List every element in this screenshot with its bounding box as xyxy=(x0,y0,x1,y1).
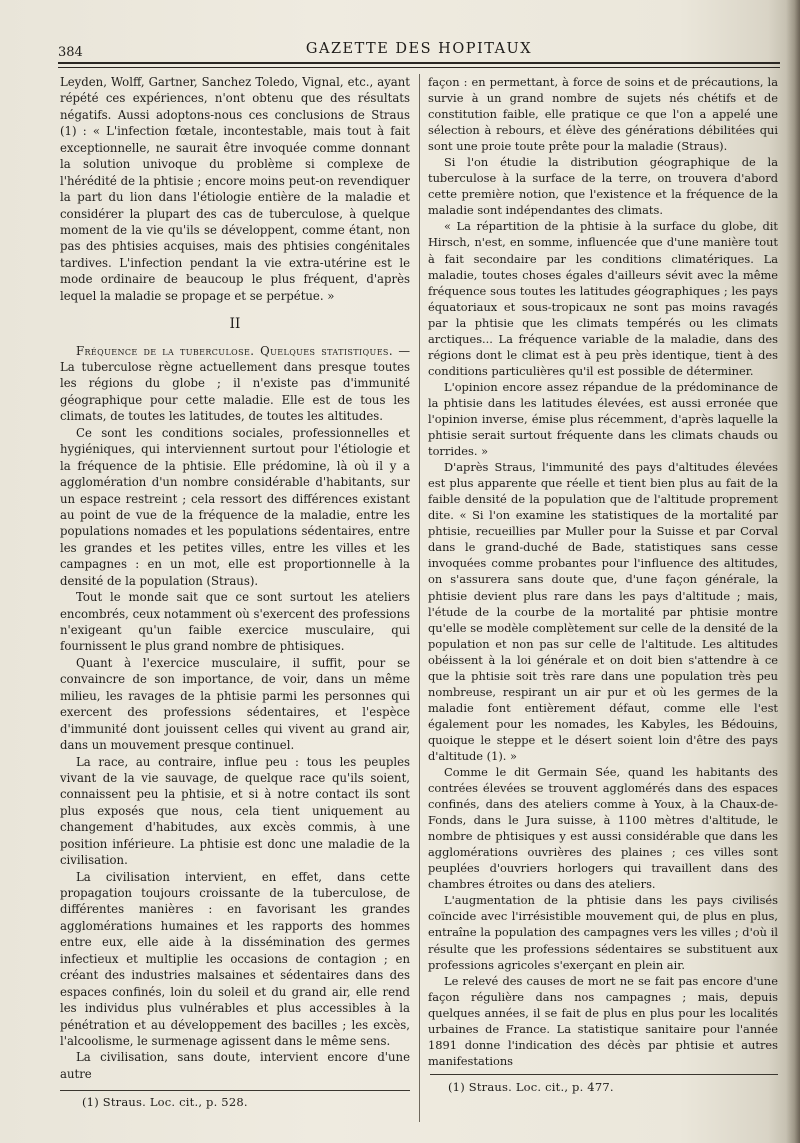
paragraph: Ce sont les conditions sociales, professionnelles et hygiéniques, qui interviennent surtout pour l'étiologie et la fréquence de la phtisie. Elle prédomine, là où il y a agglomération d'un nombre considérable d'habitants, sur un espace restreint ; cela ressort des différences existant au point de vue de la fréquence de la maladie, entre les populations nomades et les populations sédentaires, entre les grandes et les petites villes, entre les villes et les campagnes : en un mot, elle est proportionnelle à la densité de la population (Straus). xyxy=(60,425,410,588)
paragraph: L'opinion encore assez répandue de la prédominance de la phtisie dans les latitudes élevées, est aussi erronée que l'opinion inverse, émise plus récemment, d'après laquelle la phtisie serait surtout fréquente dans les climats chauds ou torrides. » xyxy=(428,379,778,459)
paragraph: façon : en permettant, à force de soins et de précautions, la survie à un grand nombre de sujets nés chétifs et de constitution faible, elle pratique ce que l'on a appelé une sélection à rebours, et élève des générations débilitées qui sont une proie toute prête pour la maladie (Straus). xyxy=(428,75,778,154)
paragraph: « La répartition de la phtisie à la surface du globe, dit Hirsch, n'est, en somme, influencée que d'une manière tout à fait secondaire par les conditions climatériques. La maladie, toutes choses égales d'ailleurs sévit avec la même fréquence sous toutes les latitudes géographiques ; les pays équatoriaux et sous-tropicaux ne sont pas moins ravagés par la phtisie que les climats tempérés ou les climats arctiques... La fréquence variable de la maladie, dans des régions dont le climat est à peu près identique, tient à des conditions particulières qu'il est possible de déterminer. xyxy=(428,219,778,378)
footnote-rule-right xyxy=(430,1074,778,1075)
paragraph: L'augmentation de la phtisie dans les pays civilisés coïncide avec l'irrésistible mouvement qui, de plus en plus, entraîne la population des campagnes vers les villes ; d'où il résulte que les professions sédentaires se substituent aux professions agricoles s'exerçant en plein air. xyxy=(428,893,778,972)
paragraph: D'après Straus, l'immunité des pays d'altitudes élevées est plus apparente que réelle et tient bien plus au fait de la faible densité de la population que de l'altitude proprement dite. « Si l'on examine les statistiques de la mortalité par phtisie, recueillies par Muller pour la Suisse et par Corval dans le grand-duché de Bade, statistiques sans cesse invoquées comme probantes pour l'influence des altitudes, on s'assurera sans doute que, d'une façon générale, la phtisie devient plus rare dans les pays d'altitude ; mais, l'étude de la courbe de la mortalité par phtisie montre qu'elle se modèle complètement sur celle de la densité de la population et non pas sur celle de l'altitude. Les altitudes obéissent à la loi générale et on doit bien s'attendre à ce que la phtisie soit très rare dans une population très peu nombreuse, respirant un air pur et où les germes de la maladie font entièrement défaut, comme elle l'est également pour les nomades, les Kabyles, les Bédouins, quoique le steppe et le désert soient loin d'être des pays d'altitude (1). » xyxy=(428,460,778,763)
paragraph: Si l'on étudie la distribution géographique de la tuberculose à la surface de la terre, on trouvera d'abord cette première notion, que l'existence et la fréquence de la maladie sont indépendantes des climats. xyxy=(428,155,778,218)
footnote-left: (1) Straus. Loc. cit., p. 528. xyxy=(82,1095,248,1109)
paragraph: La civilisation intervient, en effet, dans cette propagation toujours croissante de la tuberculose, de différentes manières : en favorisant les grandes agglomérations humaines et les rapports des hommes entre eux, elle aide à la dissémination des germes infectieux et multiplie les occasions de contagion ; en créant des industries malsaines et sédentaires dans des espaces confinés, loin du soleil et du grand air, elle rend les individus plus vulnérables et plus accessibles à la pénétration et au développement des bacilles ; les excès, l'alcoolisme, le surmenage agissent dans le même sens. xyxy=(60,869,410,1048)
right-column xyxy=(428,74,778,1069)
section-heading-tail: — La tuberculose règne actuellement dans presque toutes les régions du globe ; il n'existe pas d'immunité géographique pour cette maladie. Elle est de tous les climats, de toutes les latitudes, de toutes les altitudes. xyxy=(60,343,411,424)
footnote-rule-left xyxy=(60,1090,410,1091)
paragraph: Quant à l'exercice musculaire, il suffit, pour se convaincre de son importance, de voir, dans un même milieu, les ravages de la phtisie parmi les personnes qui exercent des professions sédentaires, et l'espèce d'immunité dont jouissent celles qui vivent au grand air, dans un mouvement presque continuel. xyxy=(60,655,410,753)
footnote-right: (1) Straus. Loc. cit., p. 477. xyxy=(448,1080,614,1094)
paragraph: La race, au contraire, influe peu : tous les peuples vivant de la vie sauvage, de quelque race qu'ils soient, connaissent peu la phtisie, et si à notre contact ils sont plus exposés que nous, cela tient uniquement au changement d'habitudes, aux excès commis, à une position inférieure. La phtisie est donc une maladie de la civilisation. xyxy=(60,754,410,868)
header-rule-thick xyxy=(58,62,780,64)
section-heading: Fréquence de la tuberculose. Quelques statistiques. xyxy=(76,343,393,358)
section-paragraph xyxy=(60,343,410,425)
page-header xyxy=(58,40,780,62)
paragraph: La civilisation, sans doute, intervient encore d'une autre xyxy=(60,1050,410,1081)
paragraph: Tout le monde sait que ce sont surtout les ateliers encombrés, ceux notamment où s'exercent des professions n'exigeant qu'un faible exercice musculaire, qui fournissent le plus grand nombre de phtisiques. xyxy=(60,590,410,654)
paragraph: Comme le dit Germain Sée, quand les habitants des contrées élevées se trouvent agglomérés dans des espaces confinés, dans des ateliers comme à Youx, à la Chaux-de-Fonds, dans le Jura suisse, à 1100 mètres d'altitude, le nombre de phtisiques y est aussi considérable que dans les agglomérations ouvrières des plaines ; ces villes sont peuplées d'ouvriers horlogers qui travaillent dans des chambres étroites ou dans des ateliers. xyxy=(428,765,778,892)
page-number: 384 xyxy=(58,45,83,60)
running-title: GAZETTE DES HOPITAUX xyxy=(305,41,533,57)
column-divider xyxy=(419,74,420,1122)
section-number: II xyxy=(229,316,241,333)
header-rule-thin xyxy=(58,67,780,68)
left-column xyxy=(60,74,410,1082)
paragraph: Leyden, Wolff, Gartner, Sanchez Toledo, Vignal, etc., ayant répété ces expériences, n'ont obtenu que des résultats négatifs. Aussi adoptons-nous ces conclusions de Straus (1) : « L'infection fœtale, incontestable, mais tout à fait exceptionnelle, ne saurait être invoquée comme donnant la solution univoque du problème si complexe de l'hérédité de la phtisie ; encore moins peut-on revendiquer la part du lion dans l'étiologie entière de la maladie et considérer la plupart des cas de tuberculose, à quelque moment de la vie qu'ils se développent, comme étant, non pas des phtisies acquises, mais des phtisies congénitales tardives. L'infection pendant la vie extra-utérine est le mode ordinaire de beaucoup le plus fréquent, d'après lequel la maladie se propage et se perpétue. » xyxy=(60,75,410,303)
page-edge-shadow xyxy=(786,0,800,1143)
paragraph: Le relevé des causes de mort ne se fait pas encore d'une façon régulière dans nos campagnes ; mais, depuis quelques années, il se fait de plus en plus pour les localités urbaines de France. La statistique sanitaire pour l'année 1891 donne l'indication des décès par phtisie et autres manifestations xyxy=(428,973,778,1068)
